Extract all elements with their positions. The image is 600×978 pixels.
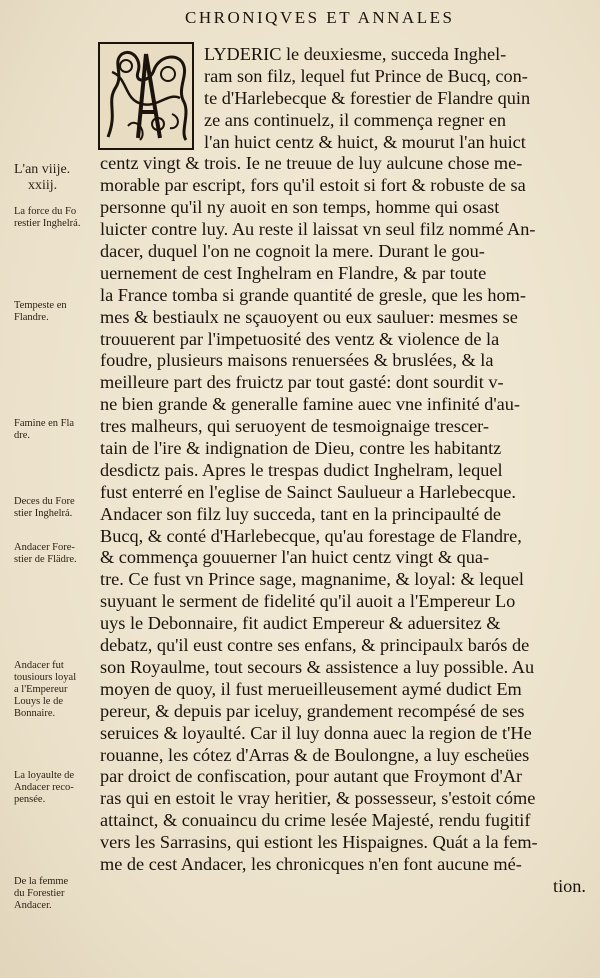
text-line: suyuant le serment de fidelité qu'il auoit a l'Empereur Lo — [100, 591, 516, 612]
text-line: ram son filz, lequel fut Prince de Bucq, con- — [204, 65, 528, 86]
text-line: par droict de confiscation, pour autant que Froymont d'Ar — [100, 766, 523, 787]
text-line: foudre, plusieurs maisons renuersées & bruslées, & la — [100, 350, 494, 371]
text-line: la France tomba si grande quantité de gresle, que les hom- — [100, 284, 526, 305]
text-line: centz vingt & trois. Ie ne treuue de luy aulcune chose me- — [100, 153, 523, 174]
margin-note: L'an viije. xxiij. — [14, 162, 71, 193]
text-line: debatz, qu'il eust contre ses enfans, & principaulx barós de — [100, 635, 530, 656]
margin-note: De la femme du Forestier Andacer. — [14, 876, 69, 911]
running-header: CHRONIQVES ET ANNALES — [185, 8, 455, 27]
text-line: tain de l'ire & indignation de Dieu, contre les habitantz — [100, 438, 502, 459]
text-line: & commença gouuerner l'an huict centz vingt & qua- — [100, 547, 490, 568]
text-line: Bucq, & conté d'Harlebecque, qu'au forestage de Flandre, — [100, 525, 522, 546]
margin-note: La force du Fo restier Inghelrá. — [14, 206, 81, 229]
text-line: seruices & loyaulté. Car il luy donna auec la region de t'He — [100, 722, 532, 743]
text-line: ras qui en estoit le vray heritier, & possesseur, s'estoit cóme — [100, 788, 536, 809]
margin-note: Deces du Fore stier Inghelrá. — [14, 496, 75, 519]
text-line: pereur, & depuis par iceluy, grandement recompésé de ses — [100, 700, 525, 721]
text-line: me de cest Andacer, les chronicques n'en font aucune mé- — [100, 853, 522, 874]
text-line: fust enterré en l'eglise de Sainct Saulueur a Harlebecque. — [100, 481, 516, 502]
text-line: mes & bestiaulx ne sçauoyent ou eux sauluer: mesmes se — [100, 306, 518, 327]
text-line: tion. — [552, 875, 586, 896]
margin-note: Andacer fut tousiours loyal a l'Empereur Louys le de Bonnaire. — [14, 660, 77, 719]
text-line: tres malheurs, qui seruoyent de tesmoignaige trescer- — [100, 416, 489, 437]
text-line: LYDERIC le deuxiesme, succeda Inghel- — [204, 44, 507, 64]
text-line: son Royaulme, tout secours & assistence a luy possible. Au — [100, 656, 535, 677]
text-line: attainct, & conuaincu du crime lesée Majesté, rendu fugitif — [100, 810, 531, 831]
text-line: tre. Ce fust vn Prince sage, magnanime, & loyal: & lequel — [100, 569, 524, 590]
text-line: vers les Sarrasins, qui estiont les Hispaignes. Quát a la fem- — [100, 832, 538, 853]
text-line: l'an huict centz & huict, & mourut l'an huict — [204, 131, 526, 152]
text-line: uys le Debonnaire, fit audict Empereur & aduersitez & — [100, 613, 501, 634]
text-line: morable par escript, fors qu'il estoit si fort & robuste de sa — [100, 175, 526, 196]
text-line: Andacer son filz luy succeda, tant en la principaulté de — [100, 503, 502, 524]
margin-note: Famine en Fla dre. — [14, 418, 75, 441]
text-line: ze ans continuelz, il commença regner en — [204, 109, 507, 130]
margin-note: La loyaulte de Andacer reco- pensée. — [14, 770, 75, 805]
text-line: ne bien grande & generalle famine auec vne infinité d'au- — [100, 394, 521, 415]
text-line: rouanne, les cótez d'Arras & de Boulongne, a luy escheües — [100, 744, 530, 765]
text-line: meilleure part des fruictz par tout gasté: dont sourdit v- — [100, 372, 504, 393]
text-line: moyen de quoy, il fust merueilleusement aymé dudict Em — [100, 678, 522, 699]
text-line: trouuerent par l'impetuosité des ventz & violence de la — [100, 328, 500, 349]
text-line: luicter contre luy. Au reste il laissat vn seul filz nommé An- — [100, 219, 536, 240]
text-line: personne qu'il ny auoit en son temps, homme qui osast — [100, 197, 500, 218]
main-text-block — [100, 44, 586, 898]
margin-note: Andacer Fore- stier de Flädre. — [14, 542, 77, 565]
text-line: uernement de cest Inghelram en Flandre, & par toute — [100, 262, 487, 283]
margin-note: Tempeste en Flandre. — [14, 300, 67, 323]
text-line: desdictz pais. Apres le trespas dudict Inghelram, lequel — [100, 459, 503, 480]
text-line: dacer, duquel l'on ne cognoit la mere. Durant le gou- — [100, 241, 485, 262]
text-line: te d'Harlebecque & forestier de Flandre quin — [204, 87, 531, 108]
